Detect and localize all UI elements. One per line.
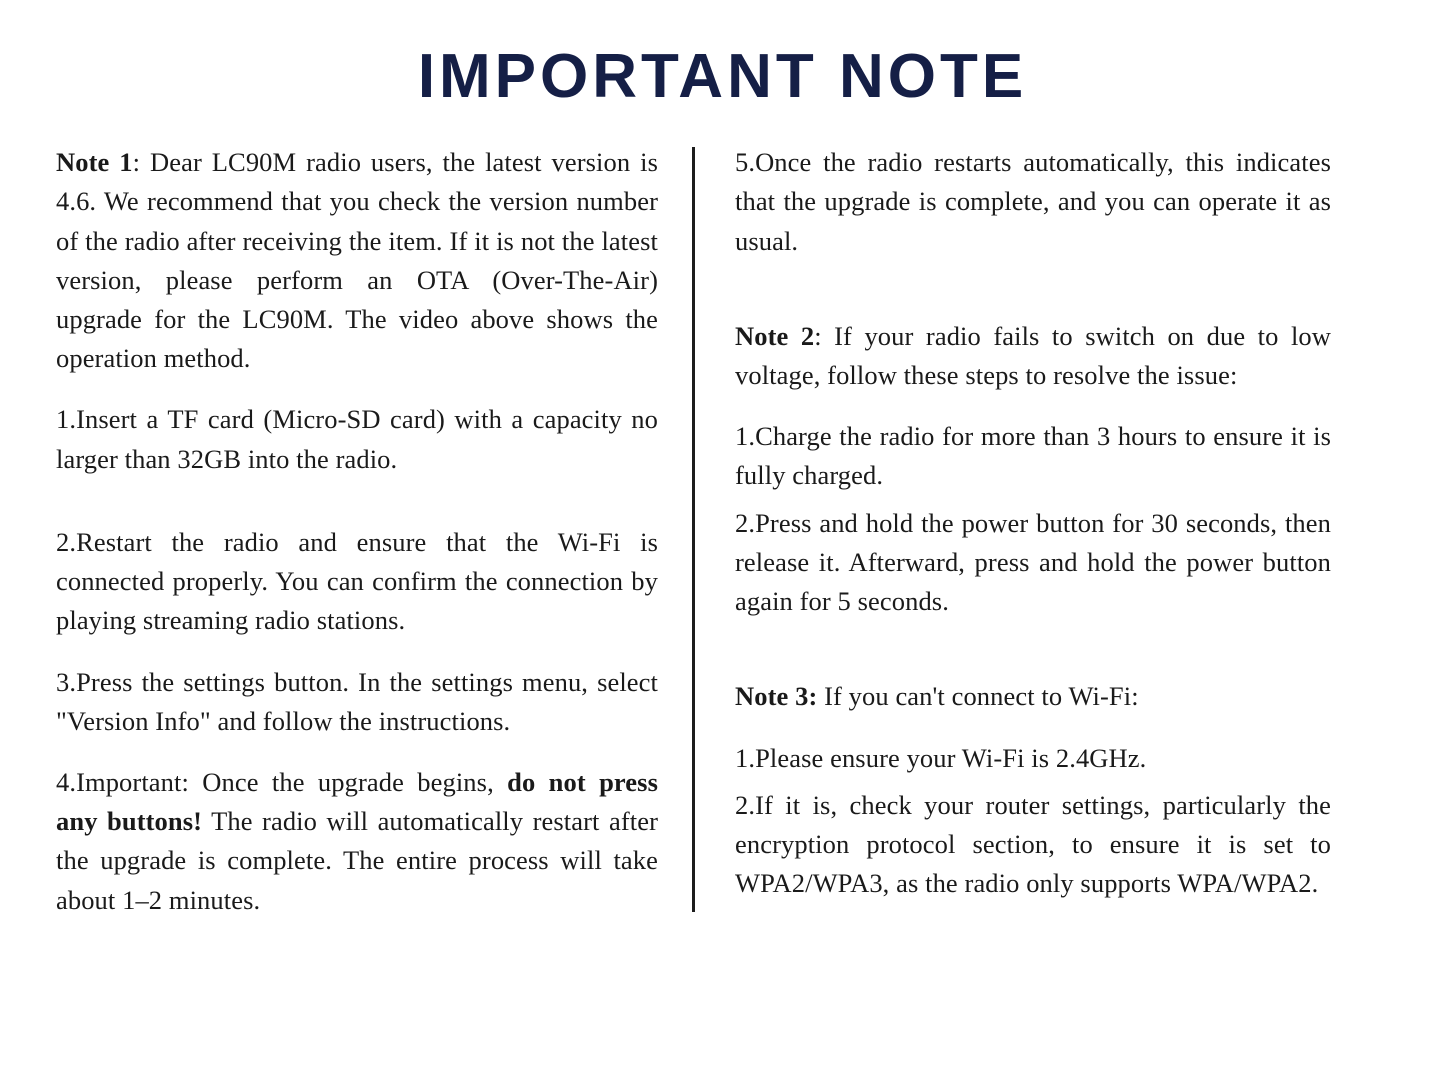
upgrade-step-3: 3.Press the settings button. In the settings menu, select "Version Info" and follow the instructions. xyxy=(56,666,658,736)
upgrade-step-2: 2.Restart the radio and ensure that the Wi-Fi is connected properly. You can confirm the connection by playing streaming radio stations. xyxy=(56,526,658,636)
upgrade-step-1: 1.Insert a TF card (Micro-SD card) with a capacity no larger than 32GB into the radio. xyxy=(56,404,658,474)
step4-warning: do not press any buttons! xyxy=(56,766,658,837)
step4-text-part1: 4.Important: Once the upgrade begins, xyxy=(56,766,508,797)
right-column xyxy=(695,143,1331,920)
page-title: IMPORTANT NOTE xyxy=(417,42,1028,111)
note2-label: Note 2 xyxy=(735,320,815,351)
note1-text: : Dear LC90M radio users, the latest version is 4.6. We recommend that you check the version number of the radio after receiving the item. If it is not the latest version, please perform an OTA (Over-The-Air) upgrade for the LC90M. The video above shows the operation method. xyxy=(56,147,658,374)
note3-step-1: 1.Please ensure your Wi-Fi is 2.4GHz. xyxy=(735,742,1147,773)
note3-text: If you can't connect to Wi-Fi: xyxy=(817,681,1139,712)
two-column-body xyxy=(56,143,1389,920)
upgrade-step-5: 5.Once the radio restarts automatically, this indicates that the upgrade is complete, and you can operate it as usual. xyxy=(735,147,1331,256)
note2-text: : If your radio fails to switch on due to low voltage, follow these steps to resolve the issue: xyxy=(735,320,1331,390)
note1-label: Note 1 xyxy=(56,147,133,178)
note2-step-2: 2.Press and hold the power button for 30 seconds, then release it. Afterward, press and hold the power button again for 5 seconds. xyxy=(735,507,1331,617)
note1-paragraph xyxy=(56,143,658,378)
note3-step-2: 2.If it is, check your router settings, particularly the encryption protocol section, to ensure it is set to WPA2/WPA3, as the radio only supports WPA/WPA2. xyxy=(735,789,1331,899)
note3-paragraph xyxy=(735,677,1331,716)
upgrade-step-4 xyxy=(56,763,658,920)
note2-paragraph xyxy=(735,317,1331,395)
note3-label: Note 3: xyxy=(735,681,818,712)
step4-text-part2: The radio will automatically restart after the upgrade is complete. The entire process will take about 1–2 minutes. xyxy=(56,806,658,915)
note2-step-1: 1.Charge the radio for more than 3 hours to ensure it is fully charged. xyxy=(735,421,1331,491)
left-column xyxy=(56,143,692,920)
